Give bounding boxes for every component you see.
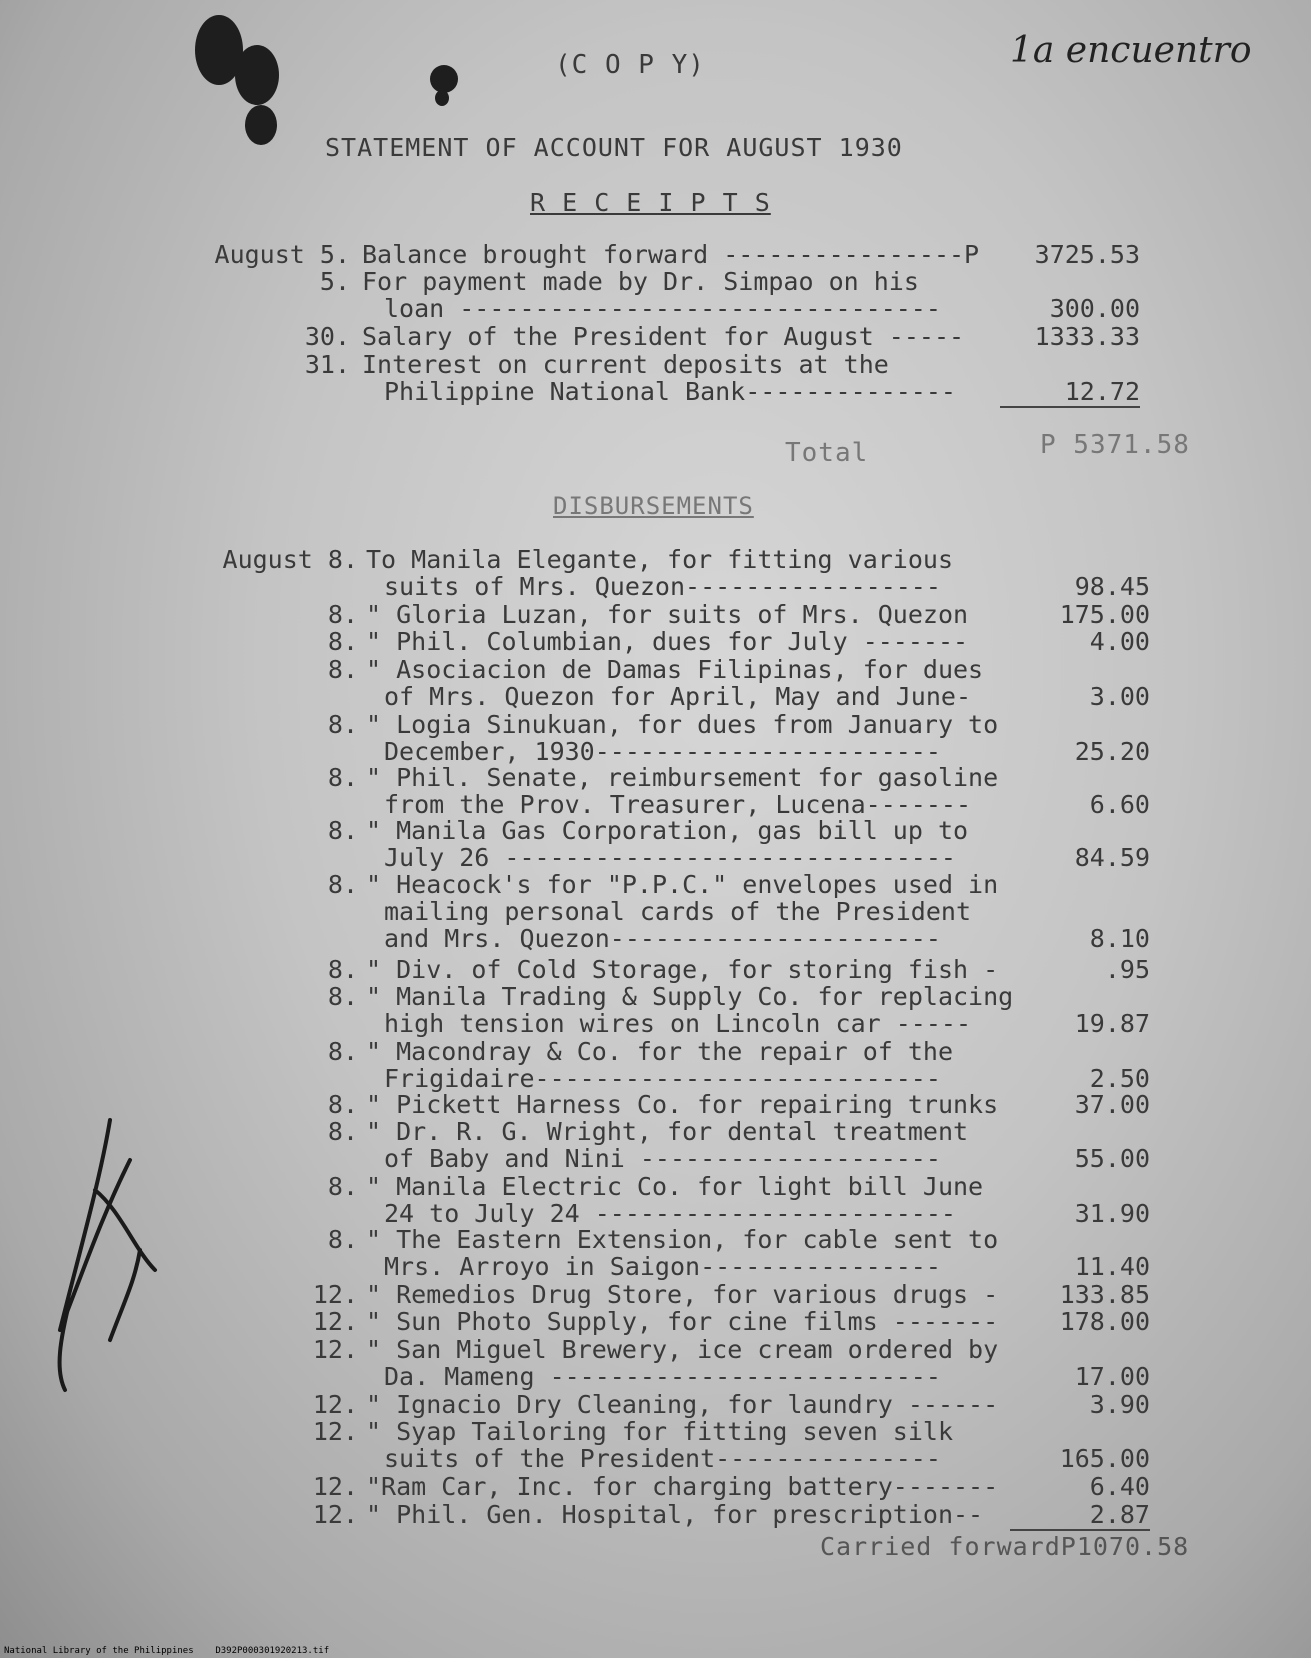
entry-description: suits of Mrs. Quezon----------------- (384, 572, 941, 601)
entry-description: " Phil. Senate, reimbursement for gasoline (366, 763, 999, 792)
entry-amount: .95 (1104, 955, 1150, 984)
entry-description: " Syap Tailoring for fitting seven silk (366, 1417, 953, 1446)
entry-date: 12. (312, 1417, 358, 1446)
entry-date: 12. (312, 1335, 358, 1364)
entry-amount: 98.45 (1074, 572, 1150, 601)
entry-description: 24 to July 24 ------------------------ (384, 1199, 956, 1228)
entry-description: " Asociacion de Damas Filipinas, for dues (366, 655, 984, 684)
entry-date: 12. (312, 1280, 358, 1309)
entry-description: of Mrs. Quezon for April, May and June- (384, 682, 971, 711)
entry-amount: 178.00 (1059, 1307, 1150, 1336)
entry-amount: 11.40 (1074, 1252, 1150, 1281)
entry-amount: 3.90 (1089, 1390, 1150, 1419)
signature-image (40, 1100, 180, 1400)
entry-description: " The Eastern Extension, for cable sent to (366, 1225, 999, 1254)
entry-amount: 84.59 (1074, 843, 1150, 872)
entry-date: 12. (312, 1390, 358, 1419)
ink-blot (235, 45, 279, 105)
entry-amount: 6.60 (1089, 790, 1150, 819)
entry-date: 5. (319, 267, 350, 296)
entry-date: 8. (327, 627, 358, 656)
entry-amount: 17.00 (1074, 1362, 1150, 1391)
entry-description: Balance brought forward ----------------P (362, 240, 980, 269)
entry-amount: 4.00 (1089, 627, 1150, 656)
entry-description: December, 1930----------------------- (384, 737, 941, 766)
entry-amount: 12.72 (1000, 377, 1140, 408)
entry-date: 8. (327, 1117, 358, 1146)
entry-date: 30. (304, 322, 350, 351)
receipts-total-amount: P 5371.58 (1040, 430, 1190, 460)
entry-date: 12. (312, 1307, 358, 1336)
entry-description: " Manila Electric Co. for light bill June (366, 1172, 984, 1201)
entry-description: " Heacock's for "P.P.C." envelopes used in (366, 870, 999, 899)
disbursements-heading: DISBURSEMENTS (553, 492, 754, 520)
page-title: STATEMENT OF ACCOUNT FOR AUGUST 1930 (325, 133, 903, 162)
entry-amount: 37.00 (1074, 1090, 1150, 1119)
entry-date: 8. (327, 955, 358, 984)
entry-date: 8. (327, 982, 358, 1011)
entry-date: 8. (327, 1225, 358, 1254)
hand-note: 1a encuentro (1010, 30, 1252, 71)
entry-description: mailing personal cards of the President (384, 897, 971, 926)
entry-date: 8. (327, 1172, 358, 1201)
entry-date: August 5. (214, 240, 350, 269)
copy-mark: (C O P Y) (555, 50, 705, 80)
entry-date: 8. (327, 816, 358, 845)
entry-amount: 2.50 (1089, 1064, 1150, 1093)
entry-amount: 8.10 (1089, 924, 1150, 953)
entry-date: 8. (327, 600, 358, 629)
entry-date: 8. (327, 655, 358, 684)
entry-description: Mrs. Arroyo in Saigon---------------- (384, 1252, 941, 1281)
entry-date: August 8. (222, 545, 358, 574)
entry-description: suits of the President--------------- (384, 1444, 941, 1473)
entry-date: 12. (312, 1472, 358, 1501)
entry-date: 8. (327, 1037, 358, 1066)
entry-description: " Sun Photo Supply, for cine films ------- (366, 1307, 999, 1336)
entry-description: " Manila Gas Corporation, gas bill up to (366, 816, 969, 845)
entry-amount: 3725.53 (1034, 240, 1140, 269)
entry-amount: 1333.33 (1034, 322, 1140, 351)
entry-description: Philippine National Bank-------------- (384, 377, 956, 406)
carried-forward: Carried forwardP1070.58 (820, 1532, 1190, 1561)
entry-amount: 300.00 (1049, 294, 1140, 323)
entry-amount: 175.00 (1059, 600, 1150, 629)
entry-description: Interest on current deposits at the (362, 350, 889, 379)
entry-description: " Pickett Harness Co. for repairing trunks (366, 1090, 999, 1119)
entry-date: 8. (327, 1090, 358, 1119)
entry-amount: 2.87 (1010, 1500, 1150, 1531)
entry-description: of Baby and Nini -------------------- (384, 1144, 941, 1173)
entry-amount: 55.00 (1074, 1144, 1150, 1173)
entry-amount: 19.87 (1074, 1009, 1150, 1038)
entry-description: " San Miguel Brewery, ice cream ordered by (366, 1335, 999, 1364)
entry-description: To Manila Elegante, for fitting various (366, 545, 953, 574)
entry-description: loan -------------------------------- (384, 294, 941, 323)
entry-description: Salary of the President for August ----- (362, 322, 965, 351)
entry-amount: 133.85 (1059, 1280, 1150, 1309)
entry-description: " Remedios Drug Store, for various drugs - (366, 1280, 999, 1309)
entry-description: " Manila Trading & Supply Co. for replacing (366, 982, 1014, 1011)
entry-amount: 3.00 (1089, 682, 1150, 711)
entry-date: 31. (304, 350, 350, 379)
ink-blot (430, 65, 458, 93)
entry-description: " Logia Sinukuan, for dues from January to (366, 710, 999, 739)
archive-footer: National Library of the Philippines D392P000301920213.tif (4, 1646, 330, 1656)
entry-description: Frigidaire--------------------------- (384, 1064, 941, 1093)
entry-description: " Dr. R. G. Wright, for dental treatment (366, 1117, 969, 1146)
entry-description: " Div. of Cold Storage, for storing fish - (366, 955, 999, 984)
ink-blot (245, 105, 277, 145)
entry-description: "Ram Car, Inc. for charging battery------- (366, 1472, 999, 1501)
entry-amount: 31.90 (1074, 1199, 1150, 1228)
entry-description: " Phil. Gen. Hospital, for prescription-- (366, 1500, 984, 1529)
entry-amount: 165.00 (1059, 1444, 1150, 1473)
entry-description: high tension wires on Lincoln car ----- (384, 1009, 971, 1038)
entry-description: " Phil. Columbian, dues for July ------- (366, 627, 969, 656)
entry-amount: 6.40 (1089, 1472, 1150, 1501)
ink-blot (435, 90, 449, 106)
receipts-total-label: Total (785, 438, 869, 468)
entry-description: July 26 ------------------------------ (384, 843, 956, 872)
entry-description: " Ignacio Dry Cleaning, for laundry ------ (366, 1390, 999, 1419)
entry-description: " Macondray & Co. for the repair of the (366, 1037, 953, 1066)
entry-description: from the Prov. Treasurer, Lucena------- (384, 790, 971, 819)
entry-description: " Gloria Luzan, for suits of Mrs. Quezon (366, 600, 969, 629)
entry-amount: 25.20 (1074, 737, 1150, 766)
entry-date: 8. (327, 710, 358, 739)
entry-description: and Mrs. Quezon---------------------- (384, 924, 941, 953)
entry-date: 12. (312, 1500, 358, 1529)
entry-description: For payment made by Dr. Simpao on his (362, 267, 919, 296)
entry-date: 8. (327, 763, 358, 792)
entry-date: 8. (327, 870, 358, 899)
receipts-heading: R E C E I P T S (530, 188, 771, 217)
entry-description: Da. Mameng -------------------------- (384, 1362, 941, 1391)
